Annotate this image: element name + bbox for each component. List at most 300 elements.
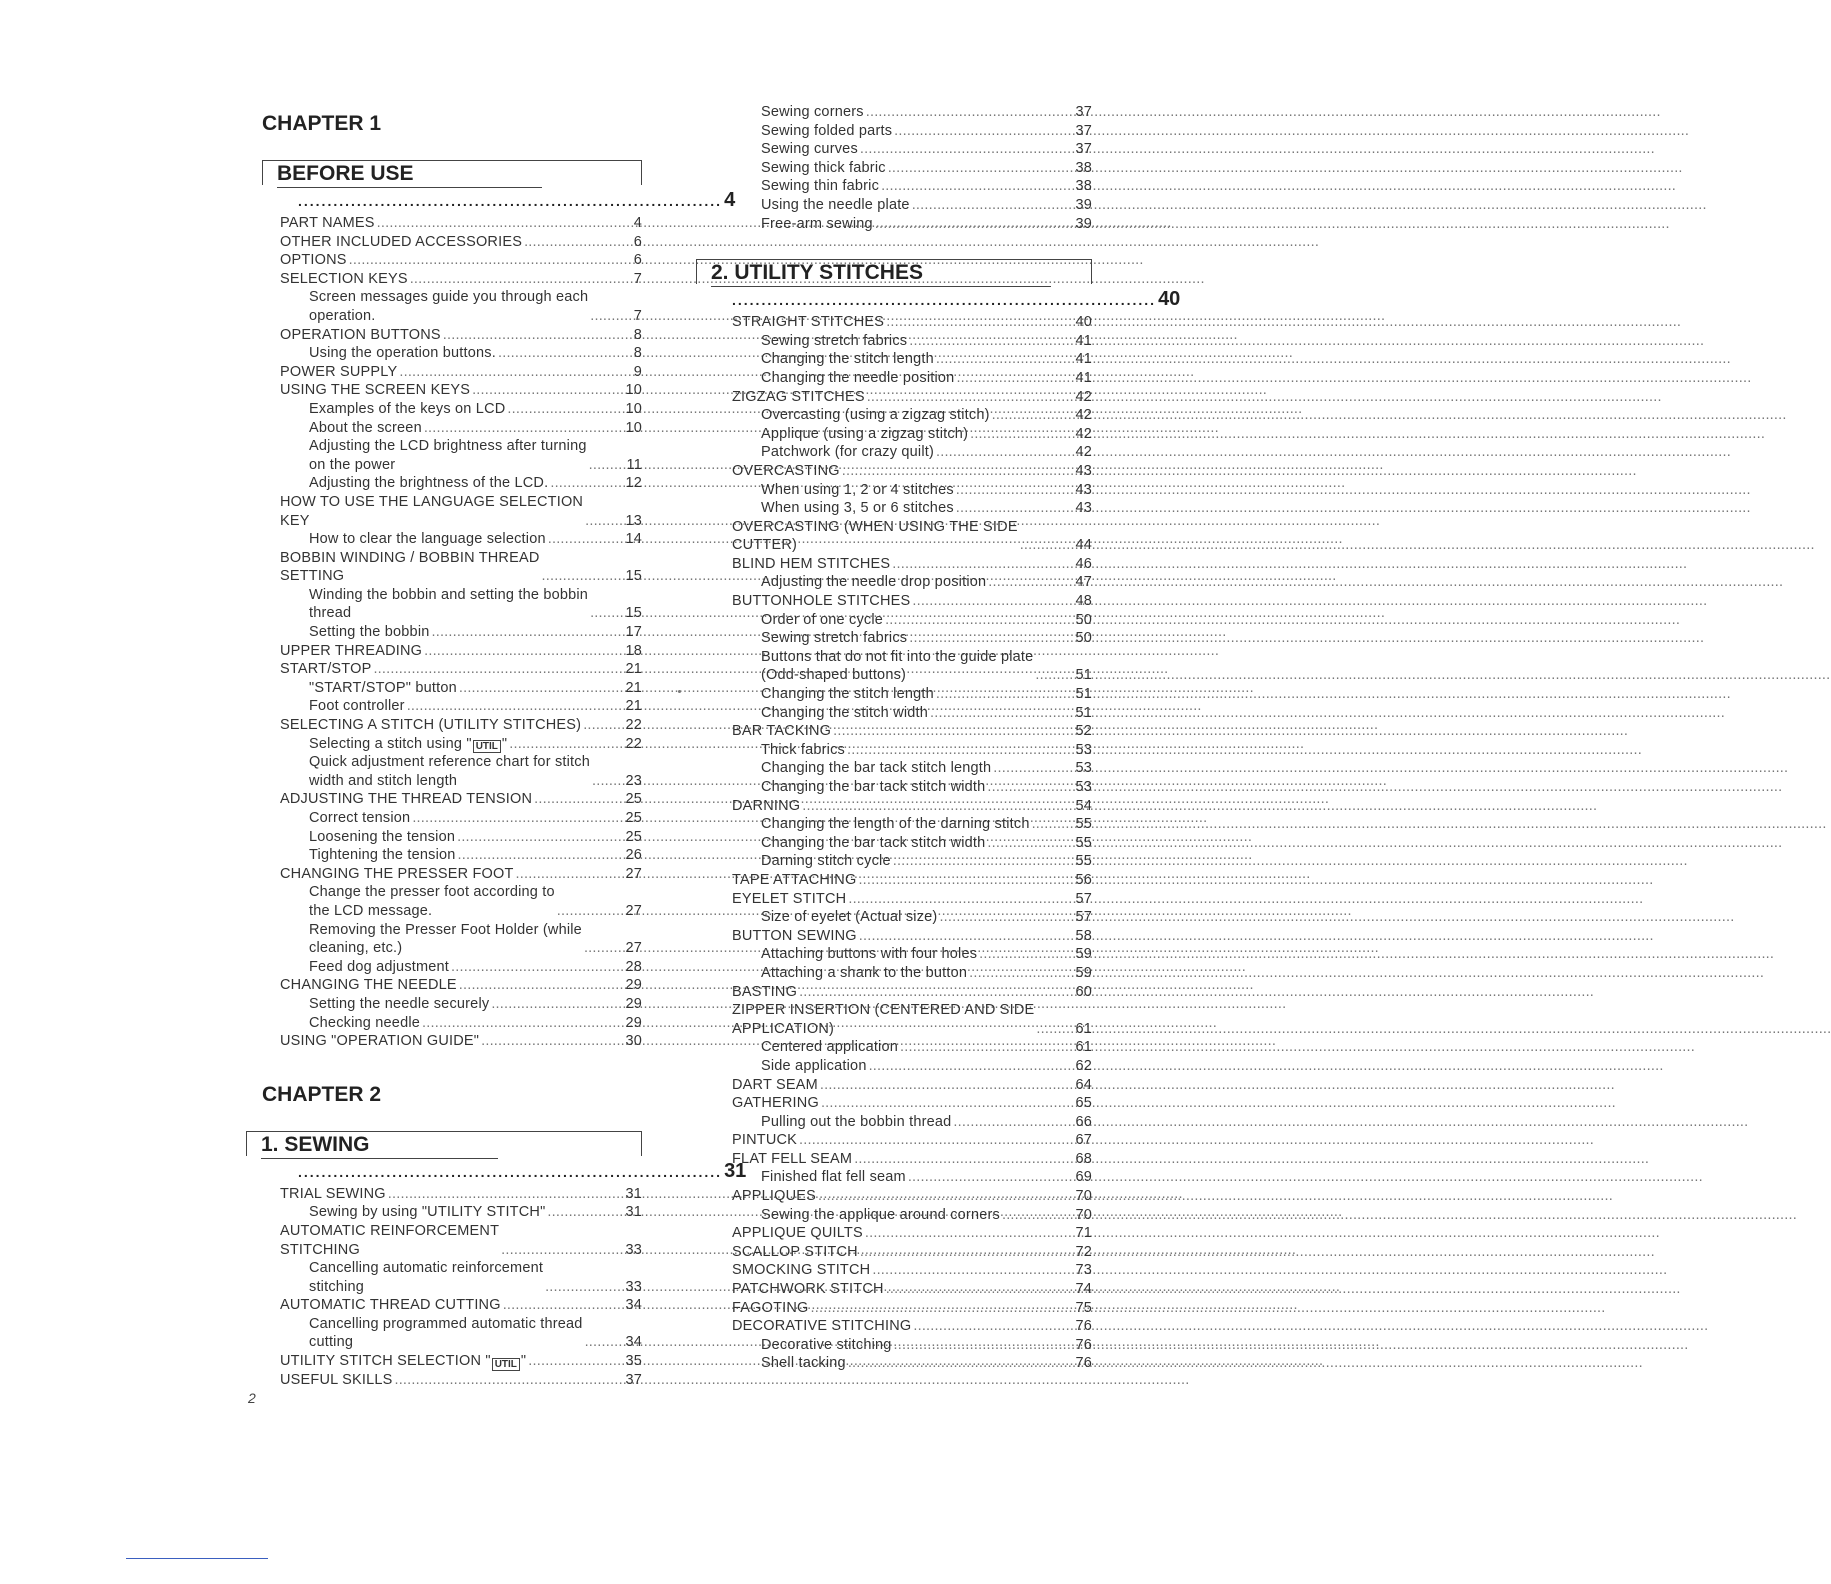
- toc-entry: [732, 1317, 1092, 1336]
- entry-title: Change the presser foot according to the LCD message.: [309, 884, 555, 919]
- toc-subentry: [280, 586, 642, 623]
- dot-leader: [977, 945, 1075, 964]
- toc-entry: [280, 976, 642, 995]
- entry-title: Changing the stitch length: [761, 351, 934, 368]
- entry-title: Examples of the keys on LCD: [309, 400, 506, 417]
- entry-title: SELECTING A STITCH (UTILITY STITCHES): [280, 717, 582, 734]
- dot-leader: [867, 1057, 1076, 1076]
- entry-page-number: 55: [1075, 834, 1092, 851]
- entry-page-number: 44: [1075, 537, 1092, 554]
- dot-leader: [884, 1280, 1076, 1299]
- section-title: 1. SEWING: [261, 1132, 498, 1159]
- section-sewing-box: [246, 1131, 642, 1156]
- entry-page-number: 59: [1075, 946, 1092, 963]
- dot-leader: [954, 369, 1075, 388]
- toc-subentry: [280, 344, 642, 363]
- toc-entry: [280, 381, 642, 400]
- toc-entry: [732, 871, 1092, 890]
- dot-leader: [937, 908, 1075, 927]
- entry-page-number: 71: [1075, 1225, 1092, 1242]
- dot-leader: [864, 103, 1076, 122]
- entry-title: Changing the needle position: [761, 369, 955, 386]
- entry-title: Removing the Presser Foot Holder (while cleaning, etc.): [309, 921, 582, 957]
- entry-title: Sewing folded parts: [761, 122, 893, 139]
- entry-title: When using 1, 2 or 4 stitches: [761, 481, 954, 498]
- dot-leader: [1018, 536, 1076, 555]
- entry-page-number: 43: [1075, 462, 1092, 479]
- dot-leader: [496, 344, 634, 363]
- entry-title: Changing the bar tack stitch length: [761, 760, 992, 777]
- toc-entry: [280, 1352, 642, 1371]
- entry-page-number: 76: [1075, 1336, 1092, 1353]
- dot-leader: [891, 852, 1076, 871]
- entry-page-number: 51: [1075, 704, 1092, 721]
- dot-leader: [954, 499, 1076, 518]
- dot-leader: [954, 481, 1076, 500]
- dot-leader: [819, 1094, 1076, 1113]
- toc-entry: [732, 1001, 1092, 1038]
- entry-title: TAPE ATTACHING: [732, 871, 857, 888]
- entry-title: OPTIONS: [280, 252, 347, 269]
- entry-title: BAR TACKING: [732, 723, 832, 740]
- entry-title: Screen messages guide you through each operation.: [309, 289, 589, 324]
- entry-title: Sewing by using "UTILITY STITCH": [309, 1204, 546, 1221]
- entry-title: CHANGING THE PRESSER FOOT: [280, 865, 514, 882]
- section-page: 31: [724, 1159, 747, 1182]
- entry-page-number: 28: [625, 958, 642, 975]
- entry-page-number: 41: [1075, 369, 1092, 386]
- entry-title: UTILITY STITCH SELECTION ": [280, 1353, 491, 1370]
- dot-leader: [449, 958, 625, 977]
- toc-entry: [732, 592, 1092, 611]
- entry-page-number: 55: [1075, 816, 1092, 833]
- entry-page-number: 34: [625, 1297, 642, 1314]
- entry-page-number: 22: [625, 717, 642, 734]
- toc-subentry: [280, 846, 642, 865]
- toc-subentry: [732, 122, 1092, 141]
- entry-page-number: 25: [625, 810, 642, 826]
- entry-title: Foot controller: [309, 698, 405, 715]
- toc-entry: [280, 1296, 642, 1315]
- entry-title: GATHERING: [732, 1095, 819, 1112]
- entry-page-number: 43: [1075, 500, 1092, 517]
- chapter-1-heading: CHAPTER 1: [262, 112, 382, 135]
- entry-title: "START/STOP" button: [309, 679, 457, 696]
- entry-title: DART SEAM: [732, 1076, 818, 1093]
- entry-title: ADJUSTING THE THREAD TENSION: [280, 791, 533, 808]
- dot-leader: [797, 983, 1075, 1002]
- toc-subentry: [732, 140, 1092, 159]
- entry-title: DARNING: [732, 797, 801, 814]
- entry-page-number: 10: [625, 400, 642, 417]
- toc-subentry: [280, 288, 642, 325]
- entry-title: DECORATIVE STITCHING: [732, 1318, 912, 1335]
- entry-page-number: 59: [1075, 964, 1092, 981]
- entry-title: OVERCASTING: [732, 462, 840, 479]
- dot-leader: [907, 629, 1075, 648]
- entry-title: FLAT FELL SEAM: [732, 1150, 853, 1167]
- entry-page-number: 37: [625, 1371, 642, 1388]
- entry-title: ZIPPER INSERTION (CENTERED AND SIDE APPLICATION): [732, 1002, 1035, 1037]
- toc-entry: [732, 983, 1092, 1002]
- toc-entry: [732, 1187, 1092, 1206]
- entry-page-number: 10: [625, 419, 642, 436]
- dot-leader: [532, 790, 625, 809]
- dot-leader: [873, 215, 1076, 234]
- entry-page-number: 37: [1075, 104, 1092, 120]
- entry-page-number: 70: [1075, 1188, 1092, 1205]
- dot-leader: [910, 592, 1075, 611]
- toc-subentry: [280, 828, 642, 847]
- toc-entry: [732, 890, 1092, 909]
- toc-entry: [732, 1299, 1092, 1318]
- dot-leader: [797, 1131, 1075, 1150]
- entry-title: HOW TO USE THE LANGUAGE SELECTION KEY: [280, 493, 584, 529]
- toc-entry: [280, 549, 642, 586]
- toc-subentry: [732, 406, 1092, 425]
- entry-page-number: 33: [625, 1241, 642, 1258]
- toc-subentry: [280, 735, 642, 754]
- entry-page-number: 62: [1075, 1057, 1092, 1074]
- entry-page-number: 17: [625, 624, 642, 641]
- entry-page-number: 42: [1075, 425, 1092, 442]
- entry-page-number: 76: [1075, 1355, 1092, 1372]
- dot-leader: [457, 679, 626, 698]
- dot-leader: [809, 1299, 1076, 1318]
- entry-title: Using the needle plate: [761, 196, 910, 213]
- dot-leader: [410, 809, 625, 828]
- toc-entry: [732, 313, 1092, 332]
- toc-subentry: [280, 958, 642, 977]
- entry-page-number: 68: [1075, 1150, 1092, 1167]
- entry-page-number: 8: [633, 326, 642, 343]
- entry-page-number: 56: [1075, 871, 1092, 888]
- toc-subentry: [280, 679, 642, 698]
- toc-subentry: [732, 196, 1092, 215]
- entry-page-number: 38: [1075, 178, 1092, 195]
- toc-subentry: [732, 369, 1092, 388]
- toc-subentry: [732, 1354, 1092, 1373]
- entry-page-number: 43: [1075, 481, 1092, 498]
- dot-leader: [856, 871, 1075, 890]
- toc-entry: [280, 1222, 642, 1259]
- entry-title: POWER SUPPLY: [280, 363, 398, 380]
- entry-page-number: 67: [1075, 1132, 1092, 1149]
- entry-title: Buttons that do not fit into the guide plate (Odd-shaped buttons): [761, 648, 1034, 684]
- toc-left-column: [261, 112, 747, 1389]
- stray-mark: [678, 690, 681, 693]
- entry-title: ZIGZAG STITCHES: [732, 388, 865, 405]
- toc-entry: [732, 1094, 1092, 1113]
- dot-leader: [858, 140, 1076, 159]
- dot-leader: [818, 1076, 1076, 1095]
- entry-title: FAGOTING: [732, 1299, 809, 1316]
- dot-leader: [582, 939, 626, 958]
- entry-title: Pulling out the bobbin thread: [761, 1113, 952, 1130]
- entry-title: USING "OPERATION GUIDE": [280, 1033, 480, 1050]
- entry-page-number: 10: [625, 382, 642, 399]
- dot-leader: [985, 834, 1075, 853]
- entry-page-number: 30: [625, 1033, 642, 1050]
- dot-leader: [934, 443, 1075, 462]
- entry-page-number: 57: [1075, 909, 1092, 926]
- toc-entry: [732, 1076, 1092, 1095]
- entry-page-number: 70: [1075, 1206, 1092, 1223]
- dot-leader: [934, 350, 1076, 369]
- entry-page-number: 6: [633, 233, 642, 250]
- dot-leader: [581, 716, 625, 735]
- toc-subentry: [732, 704, 1092, 723]
- toc-subentry: [732, 778, 1092, 797]
- entry-title: BUTTON SEWING: [732, 927, 857, 944]
- dot-leader: [906, 1168, 1076, 1187]
- toc-subentry: [732, 852, 1092, 871]
- entry-title: Checking needle: [309, 1014, 421, 1031]
- toc-subentry: [280, 530, 642, 549]
- dot-leader: [347, 251, 634, 270]
- toc-subentry: [732, 1057, 1092, 1076]
- toc-subentry: [732, 759, 1092, 778]
- toc-entry: [732, 555, 1092, 574]
- entry-page-number: 25: [625, 828, 642, 845]
- entry-page-number: 58: [1075, 927, 1092, 944]
- entry-page-number: 25: [625, 791, 642, 808]
- entry-title: Size of eyelet (Actual size): [761, 909, 938, 926]
- dot-leader: [455, 828, 625, 847]
- entry-title: Attaching a shank to the button: [761, 964, 968, 981]
- dot-leader: [816, 1187, 1075, 1206]
- dot-leader: [840, 462, 1076, 481]
- entry-title: Adjusting the needle drop position: [761, 574, 987, 591]
- toc-subentry: [280, 809, 642, 828]
- dot-leader: [870, 1261, 1075, 1280]
- dot-leader: [986, 573, 1075, 592]
- toc-entry: [280, 1371, 642, 1390]
- toc-entry: [732, 1243, 1092, 1262]
- entry-title: Thick fabrics: [761, 741, 845, 758]
- toc-subentry: [732, 215, 1092, 234]
- toc-subentry: [732, 1038, 1092, 1057]
- entry-page-number: 47: [1075, 574, 1092, 591]
- dot-leader: [540, 567, 626, 586]
- dot-leader: [405, 697, 626, 716]
- entry-page-number: 50: [1075, 630, 1092, 647]
- entry-page-number: 42: [1075, 407, 1092, 424]
- dot-leader: [934, 685, 1076, 704]
- entry-title-suffix: ": [501, 735, 508, 752]
- dot-leader: [907, 332, 1075, 351]
- dot-leader: [545, 1203, 625, 1222]
- entry-title: Cancelling programmed automatic thread cutting: [309, 1315, 583, 1351]
- toc-entry: [280, 493, 642, 530]
- entry-page-number: 34: [625, 1334, 642, 1351]
- entry-title: CHANGING THE NEEDLE: [280, 977, 457, 994]
- entry-title: How to clear the language selection: [309, 531, 546, 548]
- toc-entry: [732, 518, 1092, 555]
- entry-title: Free-arm sewing: [761, 215, 873, 232]
- entry-page-number: 29: [625, 1014, 642, 1031]
- toc-subentry: [732, 815, 1092, 834]
- section-title: 2. UTILITY STITCHES: [711, 260, 1051, 287]
- section-page: 40: [1158, 288, 1181, 311]
- dot-leader: [967, 964, 1075, 983]
- entry-title: OPERATION BUTTONS: [280, 326, 441, 343]
- dot-leader: [910, 196, 1076, 215]
- entry-title: USING THE SCREEN KEYS: [280, 382, 471, 399]
- entry-page-number: 31: [625, 1185, 642, 1202]
- entry-title: Sewing the applique around corners: [761, 1206, 1000, 1223]
- dot-leader: [588, 307, 633, 326]
- entry-title: Selecting a stitch using ": [309, 735, 472, 752]
- toc-subentry: [732, 481, 1092, 500]
- entry-page-number: 46: [1075, 555, 1092, 572]
- toc-subentry: [732, 629, 1092, 648]
- dot-leader: [479, 1032, 625, 1051]
- dot-leader: [583, 512, 625, 531]
- entry-page-number: 57: [1075, 890, 1092, 907]
- utility-stitch-key-icon: UTIL: [492, 1358, 520, 1371]
- toc-entry: [280, 1032, 642, 1051]
- entry-page-number: 61: [1075, 1039, 1092, 1056]
- toc-entry: [280, 790, 642, 809]
- entry-page-number: 41: [1075, 351, 1092, 368]
- entry-page-number: 29: [625, 977, 642, 994]
- toc-subentry: [280, 697, 642, 716]
- toc-subentry: [280, 400, 642, 419]
- toc-list-sewing-continued: [696, 103, 1092, 233]
- entry-page-number: 61: [1075, 1020, 1092, 1037]
- entry-page-number: 27: [625, 865, 642, 882]
- dot-leader: [489, 995, 625, 1014]
- dot-leader: [846, 890, 1075, 909]
- entry-page-number: 14: [625, 531, 642, 548]
- entry-page-number: 41: [1075, 332, 1092, 349]
- toc-subentry: [732, 350, 1092, 369]
- toc-list-before-use: [262, 214, 642, 1051]
- entry-page-number: 50: [1075, 611, 1092, 628]
- dot-leader: [430, 623, 626, 642]
- section-title: BEFORE USE: [277, 161, 542, 188]
- dot-leader: [441, 326, 634, 345]
- entry-title: Setting the needle securely: [309, 995, 490, 1012]
- entry-title: Sewing stretch fabrics: [761, 630, 908, 647]
- dot-leader: [990, 406, 1076, 425]
- dot-leader: [884, 313, 1075, 332]
- entry-page-number: 38: [1075, 159, 1092, 176]
- entry-title: SMOCKING STITCH: [732, 1262, 871, 1279]
- toc-entry: [732, 388, 1092, 407]
- entry-page-number: 4: [633, 215, 642, 231]
- page-number: 2: [248, 1390, 256, 1406]
- entry-page-number: 74: [1075, 1281, 1092, 1298]
- entry-page-number: 39: [1075, 215, 1092, 232]
- entry-title: PART NAMES: [280, 215, 375, 231]
- toc-entry: [280, 716, 642, 735]
- toc-list-utility-stitches: [696, 313, 1092, 1373]
- entry-page-number: 52: [1075, 723, 1092, 740]
- toc-subentry: [280, 474, 642, 493]
- dot-leader: [546, 530, 626, 549]
- entry-page-number: 40: [1075, 314, 1092, 331]
- dot-leader: [890, 555, 1075, 574]
- section-lead: ........................................................................ 40: [732, 288, 1181, 311]
- dot-leader: [831, 722, 1075, 741]
- entry-page-number: 51: [1075, 667, 1092, 684]
- entry-page-number: 51: [1075, 686, 1092, 703]
- entry-page-number: 11: [626, 456, 642, 473]
- entry-page-number: 27: [625, 902, 642, 919]
- chapter-2-heading: CHAPTER 2: [262, 1082, 382, 1106]
- entry-page-number: 76: [1075, 1318, 1092, 1335]
- entry-page-number: 55: [1075, 853, 1092, 870]
- entry-title: Sewing thin fabric: [761, 178, 880, 195]
- dot-leader: [507, 735, 625, 754]
- entry-page-number: 22: [625, 735, 642, 752]
- entry-title: APPLIQUE QUILTS: [732, 1225, 863, 1242]
- entry-page-number: 69: [1075, 1169, 1092, 1186]
- toc-subentry: [280, 1203, 642, 1222]
- toc-subentry: [280, 883, 642, 920]
- dot-leader: [457, 976, 626, 995]
- dot-leader: [879, 177, 1075, 196]
- entry-page-number: 33: [625, 1278, 642, 1295]
- entry-page-number: 64: [1075, 1076, 1092, 1093]
- entry-page-number: 9: [633, 363, 642, 380]
- entry-title: BASTING: [732, 983, 798, 1000]
- toc-list-sewing: [262, 1185, 642, 1390]
- entry-page-number: 13: [625, 512, 642, 529]
- toc-entry: [732, 927, 1092, 946]
- toc-subentry: [732, 611, 1092, 630]
- entry-page-number: 6: [633, 252, 642, 269]
- entry-title: Quick adjustment reference chart for stitch width and stitch length: [309, 754, 590, 789]
- toc-subentry: [732, 443, 1092, 462]
- entry-title: SELECTION KEYS: [280, 270, 408, 287]
- toc-subentry: [280, 1014, 642, 1033]
- dot-leader: [883, 611, 1075, 630]
- entry-title: Changing the length of the darning stitch: [761, 816, 1030, 833]
- toc-subentry: [732, 1113, 1092, 1132]
- entry-title: Using the operation buttons.: [309, 345, 496, 362]
- entry-title: UPPER THREADING: [280, 642, 423, 659]
- dot-leader: [863, 1224, 1076, 1243]
- entry-page-number: 53: [1075, 741, 1092, 758]
- toc-subentry: [732, 648, 1092, 685]
- toc-subentry: [732, 1168, 1092, 1187]
- toc-entry: [732, 1280, 1092, 1299]
- dot-leader: [526, 1352, 625, 1371]
- entry-title: Overcasting (using a zigzag stitch): [761, 407, 990, 424]
- entry-page-number: 26: [625, 847, 642, 864]
- toc-entry: [732, 1224, 1092, 1243]
- dot-leader: [845, 741, 1075, 760]
- section-utility-stitches-box: [696, 259, 1092, 284]
- toc-subentry: [280, 623, 642, 642]
- entry-page-number: 72: [1075, 1243, 1092, 1260]
- toc-subentry: [732, 741, 1092, 760]
- toc-entry: [280, 363, 642, 382]
- entry-page-number: 53: [1075, 760, 1092, 777]
- entry-page-number: 53: [1075, 779, 1092, 795]
- toc-entry: [280, 642, 642, 661]
- dot-leader: [505, 400, 625, 419]
- entry-page-number: 37: [1075, 122, 1092, 139]
- toc-subentry: [732, 1336, 1092, 1355]
- entry-title: PATCHWORK STITCH: [732, 1281, 884, 1298]
- toc-subentry: [280, 437, 642, 474]
- entry-title: USEFUL SKILLS: [280, 1371, 393, 1388]
- entry-title: OVERCASTING (WHEN USING THE SIDE CUTTER): [732, 518, 1018, 554]
